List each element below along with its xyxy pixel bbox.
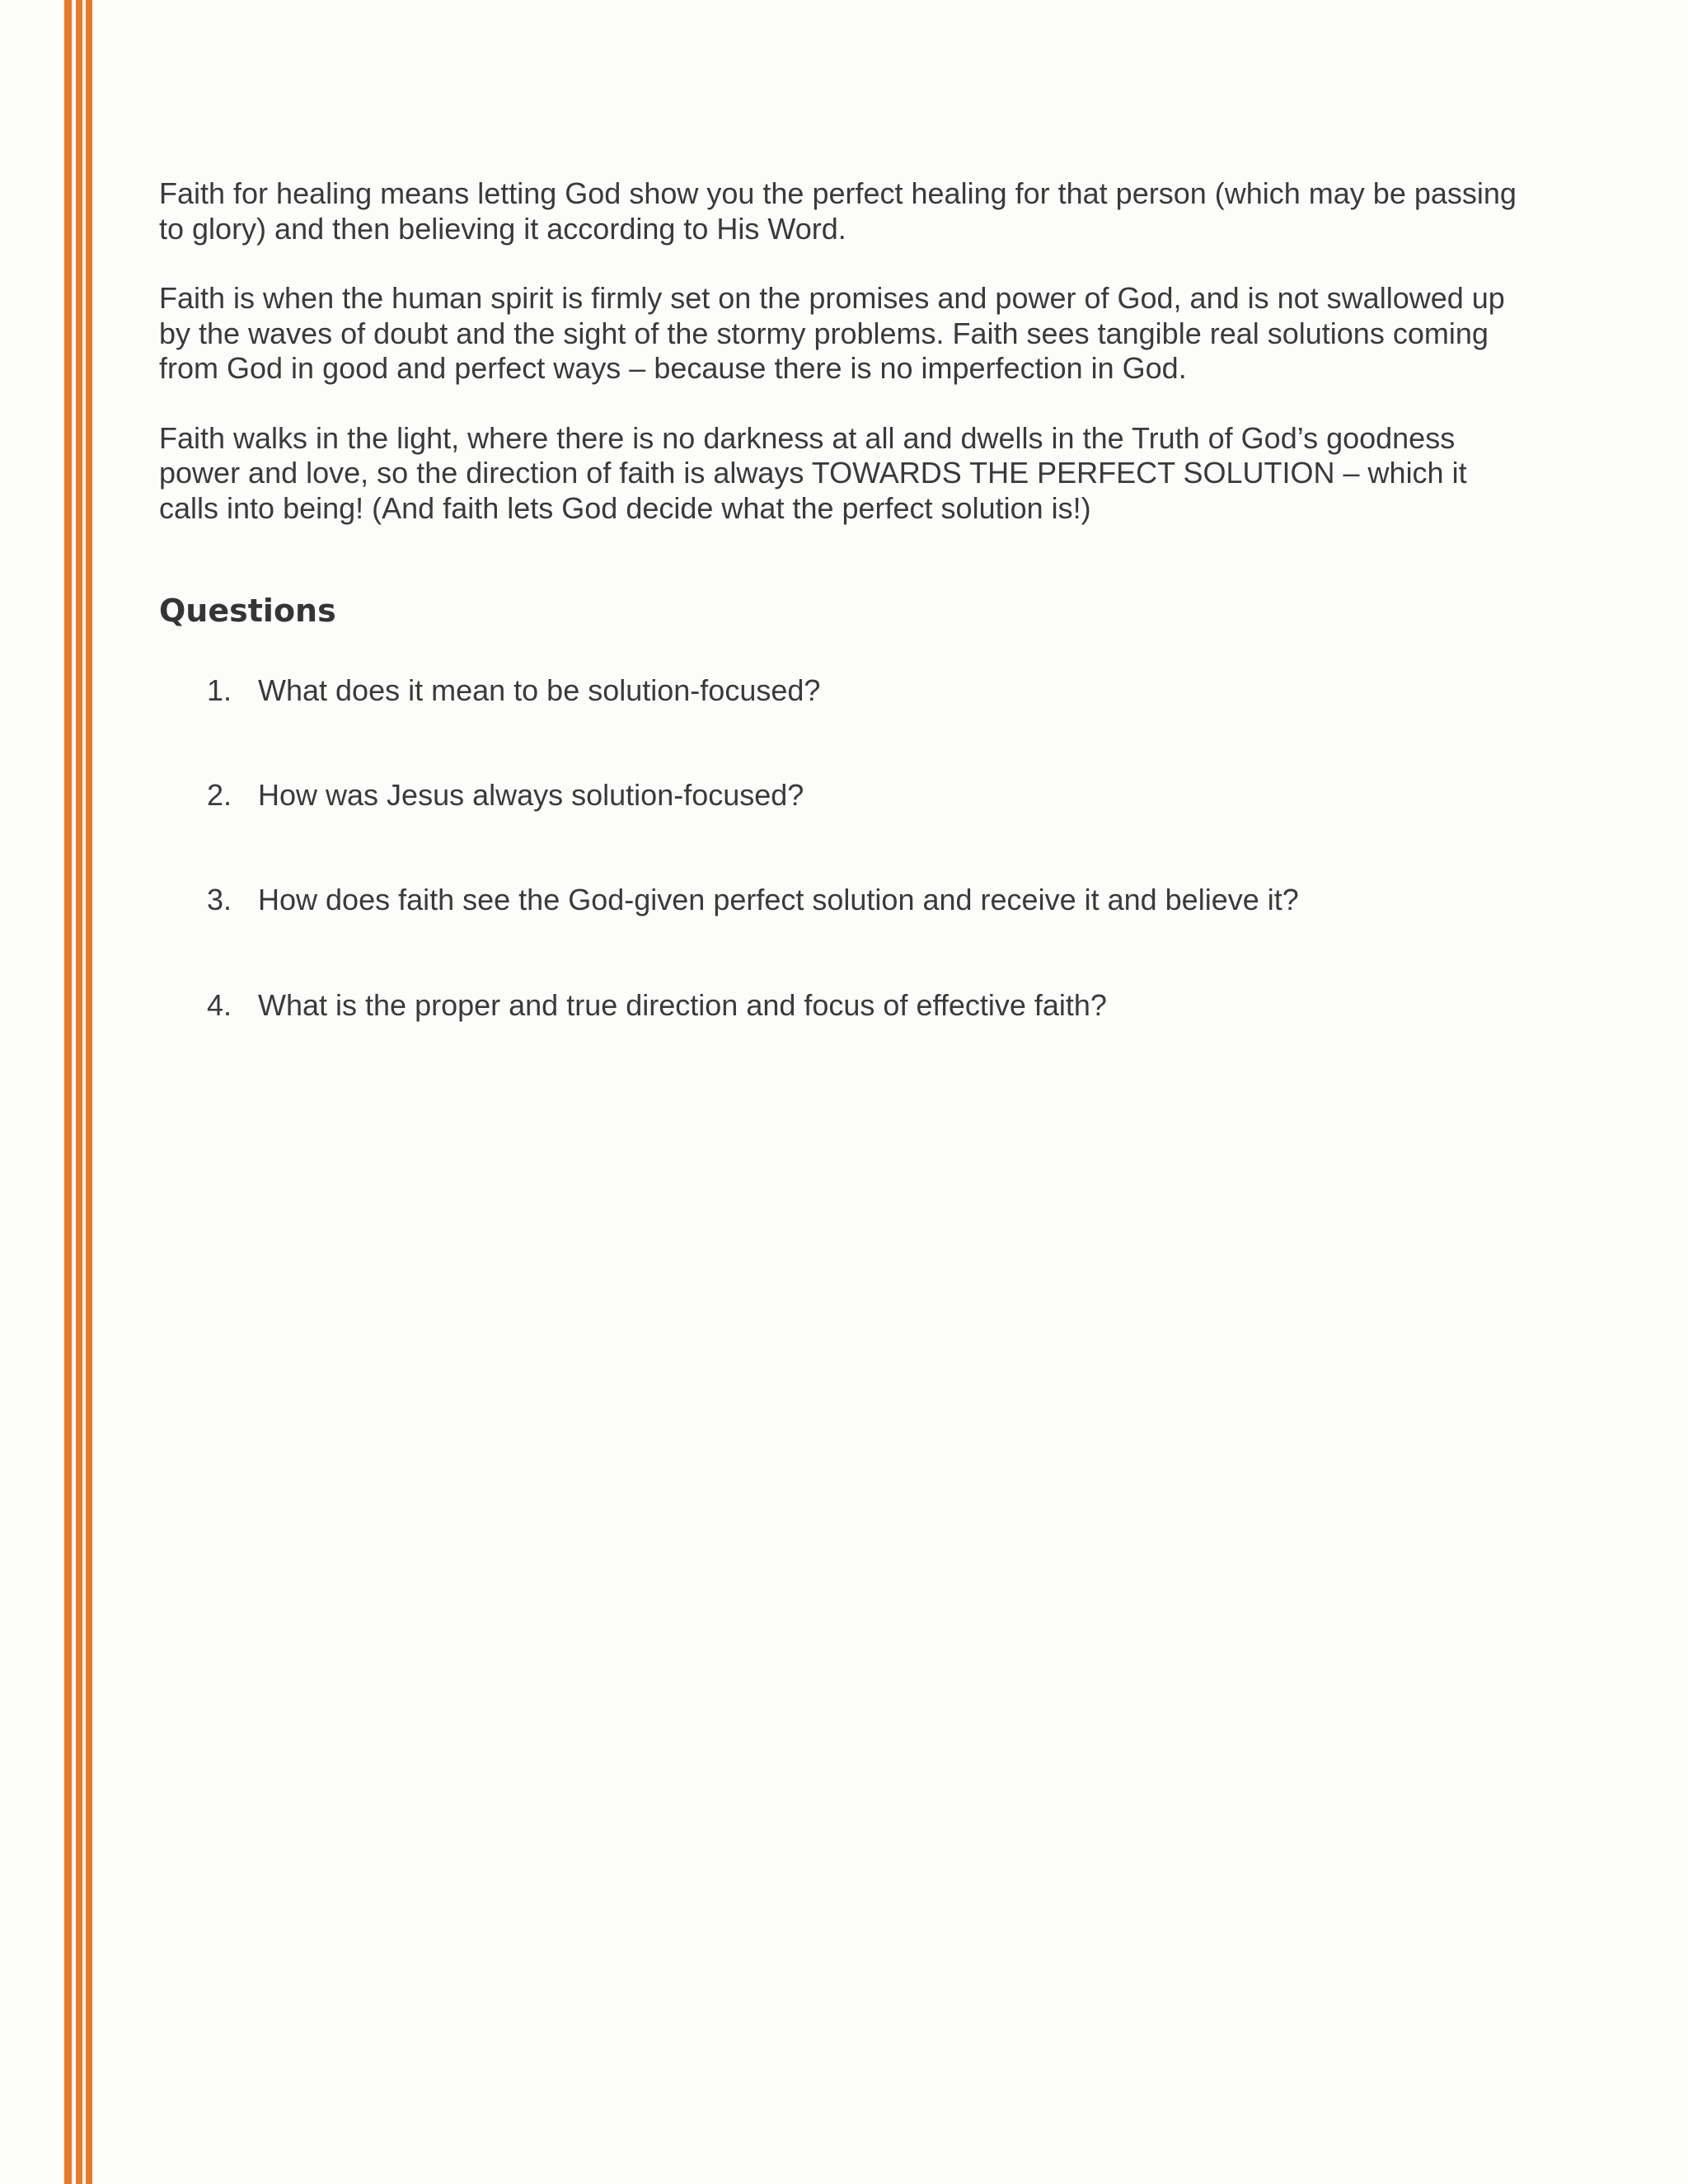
paragraph-faith-healing: Faith for healing means letting God show you the perfect healing for that person (which may be passing to glory) and then believing it according to His Word. — [159, 176, 1517, 246]
paragraph-faith-walks: Faith walks in the light, where there is no darkness at all and dwells in the Truth of God’s goodness power and love, so the direction of faith is always TOWARDS THE PERFECT SOLUTION – which it calls into being! (And faith lets God decide what the perfect solution is!) — [159, 420, 1467, 525]
border-stripe — [76, 0, 82, 2184]
question-text: What is the proper and true direction and focus of effective faith? — [258, 988, 1107, 1022]
document-body — [159, 176, 1527, 630]
question-number: 3. — [207, 883, 232, 916]
paragraph-human-spirit: Faith is when the human spirit is firmly set on the promises and power of God, and is not swallowed up by the waves of doubt and the sight of the stormy problems. Faith sees tangible real solutions coming from God in good and perfect ways – because there is no imperfection in God. — [159, 281, 1505, 385]
question-number: 1. — [207, 673, 232, 707]
border-stripe — [86, 0, 92, 2184]
question-text: What does it mean to be solution-focused? — [258, 673, 821, 707]
border-stripe — [64, 0, 72, 2184]
questions-heading: Questions — [159, 593, 336, 629]
question-number: 2. — [207, 778, 232, 812]
question-text: How was Jesus always solution-focused? — [258, 778, 804, 812]
question-number: 4. — [207, 988, 232, 1022]
decorative-border — [0, 0, 99, 2184]
question-text: How does faith see the God-given perfect solution and receive it and believe it? — [258, 883, 1299, 916]
